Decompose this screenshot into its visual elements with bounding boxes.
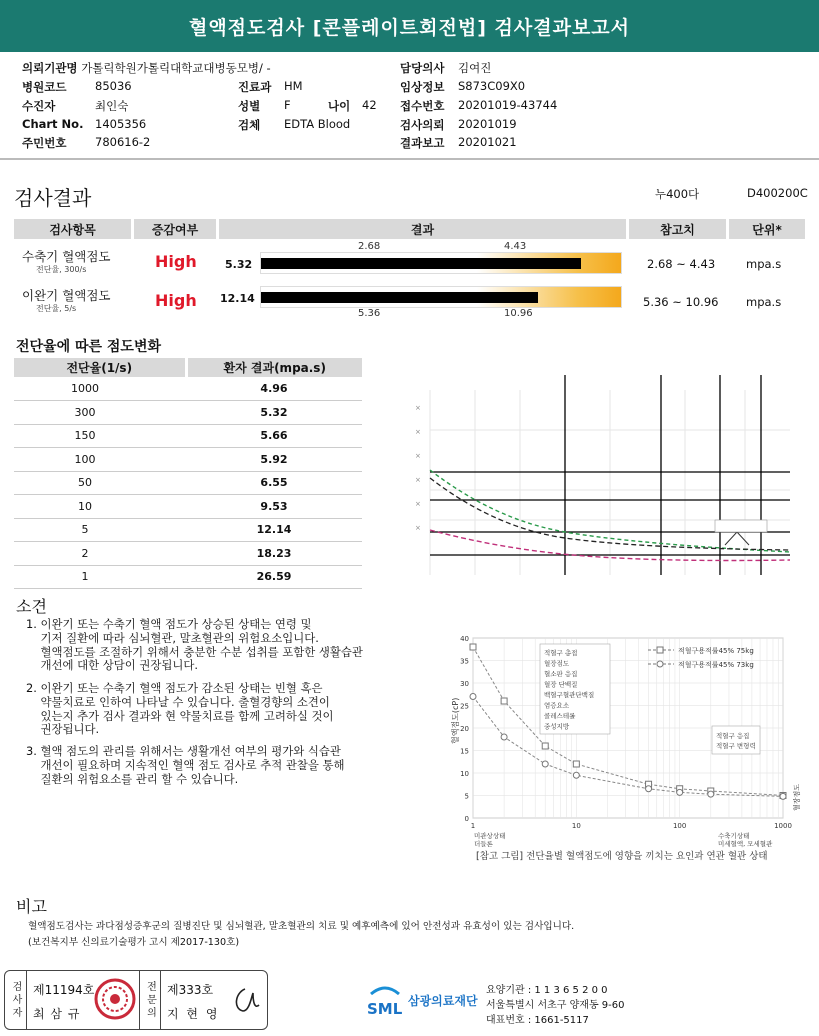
opinion-item-1: 1. 이완기 또는 수축기 혈액 점도가 상승된 상태는 연령 및 기저 질환에 따라 심뇌혈관, 말초혈관의 위험요소입니다. 혈액점도를 조절하기 위해서 충분한 수분 섭취를 포함한 생활습관 개선에 대한 상담이 권장됩니다.	[26, 617, 363, 673]
y-tick-label: 40	[460, 635, 469, 643]
examiner-name: 최 삼 규	[33, 1007, 81, 1021]
y-tick-label: 30	[460, 680, 469, 688]
note-title: 비고	[16, 897, 47, 916]
specimen-value: EDTA Blood	[284, 117, 351, 131]
shear-rate-cell: 50	[14, 471, 186, 495]
col-item: 검사항목	[14, 219, 131, 239]
ref-yticks	[460, 635, 469, 823]
rrn-value: 780616-2	[95, 135, 151, 149]
hospital-code-value: 85036	[95, 79, 132, 93]
svg-text:×: ×	[415, 428, 421, 436]
col-ref: 참고치	[629, 219, 726, 239]
request-label-text: 검사의뢰	[400, 118, 445, 132]
shear-row	[14, 401, 362, 425]
reportdate-label	[400, 135, 444, 151]
shear-row	[14, 495, 362, 519]
flag-high: High	[155, 291, 197, 310]
result-value: 5.32	[225, 258, 253, 271]
sml-logo-text: SML	[367, 1000, 403, 1018]
clinical-label-text: 임상정보	[400, 80, 445, 94]
rrn-label-text: 주민번호	[22, 136, 67, 150]
x-tick-label: 100	[672, 822, 687, 830]
legend-marker-circle	[657, 661, 663, 667]
opinion-item-3: 3. 혈액 점도의 관리를 위해서는 생활개선 여부의 평가와 식습관 개선이 필요하며 지속적인 혈액 점도 검사로 추적 관찰을 통해 질환의 위험요소를 관리 할 수 있습니다.	[26, 744, 345, 786]
factor-label: 혈소판 응집	[544, 670, 578, 678]
xlabel-right	[718, 831, 773, 848]
deform-label-2: 적혈구 변형력	[716, 742, 756, 750]
institution-value: 가톨릭학원가톨릭대학교대병동모병/ -	[81, 61, 271, 75]
xlabel-left	[474, 831, 507, 848]
col-change: 증감여부	[134, 219, 216, 239]
results-title: 검사결과	[14, 186, 92, 210]
result-bar	[261, 258, 581, 269]
dept-label	[238, 79, 271, 95]
flag-high: High	[155, 252, 197, 271]
ref-caption: [참고 그림] 전단율별 혈액점도에 영향을 끼치는 요인과 연관 혈관 상태	[476, 851, 768, 862]
series-2-point	[501, 734, 507, 740]
svg-text:×: ×	[415, 452, 421, 460]
deform-label-1: 적혈구 응집	[716, 732, 750, 740]
result-row-diastolic	[22, 289, 111, 314]
shear-rate-cell: 1	[14, 565, 186, 589]
doctor-label	[400, 60, 444, 76]
series-2-point	[708, 791, 714, 797]
series-2-point	[573, 772, 579, 778]
test-sub: 전단율, 300/s	[36, 264, 87, 274]
rrn-label	[22, 135, 66, 151]
receipt-label	[400, 98, 444, 114]
results-code2: D400200C	[747, 186, 808, 200]
age-label-text: 나이	[328, 99, 351, 113]
specialist-number: 제333호	[167, 983, 214, 997]
specimen-label	[238, 117, 260, 133]
ref-range: 2.68 ~ 4.43	[647, 257, 716, 271]
viscosity-cell: 5.66	[186, 424, 362, 448]
x-tick-label: 1000	[774, 822, 792, 830]
viscosity-cell: 26.59	[186, 565, 362, 589]
legend-label-1: 적혈구용적률45% 75kg	[678, 647, 754, 655]
shear-rate-cell: 2	[14, 542, 186, 566]
viscosity-cell: 4.96	[186, 377, 362, 401]
chart-value: 1405356	[95, 117, 147, 131]
y-tick-label: 25	[460, 702, 469, 711]
sml-logo-icon	[365, 984, 405, 1018]
examiner-number: 제11194호	[33, 983, 95, 997]
institution-row	[22, 60, 271, 76]
specimen-label-text: 검체	[238, 118, 261, 132]
chart-label	[22, 117, 83, 131]
ref-high-tick: 10.96	[504, 308, 533, 319]
scan-bg	[385, 370, 805, 582]
shear-rate-cell: 5	[14, 518, 186, 542]
examiner-seal-icon	[93, 977, 137, 1021]
shear-rate-cell: 10	[14, 495, 186, 519]
shear-row	[14, 471, 362, 495]
svg-text:×: ×	[415, 500, 421, 508]
result-bar-track	[260, 286, 622, 308]
y-tick-label: 35	[460, 657, 469, 666]
svg-text:×: ×	[415, 476, 421, 484]
result-value: 12.14	[220, 292, 255, 305]
legend-label-2: 적혈구용적률45% 73kg	[678, 661, 754, 669]
dept-label-text: 진료과	[238, 80, 272, 94]
shear-rate-cell: 100	[14, 448, 186, 472]
doctor-value: 김여진	[458, 61, 492, 75]
shear-row	[14, 518, 362, 542]
y-tick-label: 15	[460, 747, 469, 756]
org-address: 서울특별시 서초구 양재동 9-60	[486, 1000, 625, 1011]
test-sub: 전단율, 5/s	[36, 303, 77, 313]
col-result: 결과	[219, 219, 626, 239]
unit: mpa.s	[746, 257, 782, 271]
ref-factor-box	[540, 644, 610, 734]
header-divider	[0, 158, 819, 160]
viscosity-scan-chart	[385, 370, 805, 582]
factor-label: 중성지방	[544, 722, 570, 731]
age-value: 42	[362, 98, 377, 112]
ref-low-tick: 5.36	[358, 308, 381, 319]
opinion-title: 소견	[16, 597, 47, 616]
report-title: 혈액점도검사 [콘플레이트회전법] 검사결과보고서	[0, 0, 819, 52]
shear-table	[14, 358, 362, 589]
result-row-systolic	[22, 250, 111, 275]
doctor-label-text: 담당의사	[400, 61, 445, 75]
series-1-point	[542, 743, 548, 749]
xlabel-left-line1: 미관상상태	[474, 832, 506, 840]
receipt-value: 20201019-43744	[458, 98, 558, 112]
note-text-1: 혈액점도검사는 과다점성증후군의 질병진단 및 심뇌혈관, 말초혈관의 치료 및 예후예측에 있어 안전성과 유효성이 있는 검사입니다.	[28, 921, 575, 932]
hospital-code-row	[22, 79, 66, 95]
viscosity-cell: 5.92	[186, 448, 362, 472]
xlabel-right-line2: 미세혈액, 모세혈관	[718, 840, 773, 848]
viscosity-cell: 12.14	[186, 518, 362, 542]
viscosity-cell: 9.53	[186, 495, 362, 519]
shear-rate-cell: 300	[14, 401, 186, 425]
specialist-label: 전문의	[139, 971, 161, 1029]
note-text-2: (보건복지부 신의료기술평가 고시 제2017-130호)	[28, 937, 240, 948]
ref-right-label: 혈장점도	[793, 783, 801, 811]
shear-rate-cell: 1000	[14, 377, 186, 401]
shear-row	[14, 448, 362, 472]
examinee-label	[22, 98, 55, 114]
request-value: 20201019	[458, 117, 517, 131]
shear-row	[14, 424, 362, 448]
request-label	[400, 117, 444, 133]
scan-label-box	[715, 520, 767, 532]
series-2-point	[542, 761, 548, 767]
shear-title: 전단율에 따른 점도변화	[16, 339, 161, 355]
x-tick-label: 10	[571, 822, 581, 830]
signature-icon	[229, 983, 265, 1017]
sex-value: F	[284, 98, 291, 112]
specialist-name: 지 현 영	[167, 1007, 220, 1021]
factor-label: 적혈구 총접	[544, 649, 578, 657]
shear-table-body	[14, 377, 362, 589]
viscosity-cell: 18.23	[186, 542, 362, 566]
viscosity-cell: 6.55	[186, 471, 362, 495]
shear-row	[14, 542, 362, 566]
org-phone: 대표번호 : 1661-5117	[486, 1015, 589, 1026]
viscosity-cell: 5.32	[186, 401, 362, 425]
test-name: 이완기 혈액점도	[22, 288, 111, 303]
series-1-point	[470, 644, 476, 650]
shear-rate-cell: 150	[14, 424, 186, 448]
institution-label: 의뢰기관명	[22, 61, 78, 75]
ref-high-tick: 4.43	[504, 241, 527, 252]
sex-label	[238, 98, 260, 114]
reference-chart	[448, 626, 810, 866]
col-unit: 단위*	[729, 219, 805, 239]
shear-col2: 환자 결과(mpa.s)	[186, 358, 362, 377]
series-1-point	[573, 761, 579, 767]
reportdate-label-text: 결과보고	[400, 136, 445, 150]
svg-text:×: ×	[415, 404, 421, 412]
result-bar-track	[260, 252, 622, 274]
ref-range: 5.36 ~ 10.96	[643, 295, 719, 309]
series-2-point	[646, 786, 652, 792]
examinee-value: 최인숙	[95, 99, 129, 113]
shear-row	[14, 565, 362, 589]
opinion-item-2: 2. 이완기 또는 수축기 혈액 점도가 감소된 상태는 빈혈 혹은 약물치료로 인하여 나타날 수 있습니다. 출혈경향의 소견이 있는지 추가 검사 결과와 현 약물치료를 함께 고려하실 것이 권장됩니다.	[26, 681, 334, 737]
series-2-point	[677, 789, 683, 795]
y-tick-label: 10	[460, 770, 469, 778]
age-label	[328, 98, 350, 114]
factor-label: 백혈구혈관단백질	[544, 691, 595, 699]
hospital-code-label: 병원코드	[22, 80, 67, 94]
factor-label: 콜레스테롤	[544, 712, 576, 720]
chart-label-text: Chart No.	[22, 117, 84, 131]
factor-label: 혈장 단백질	[544, 680, 578, 689]
sex-label-text: 성별	[238, 99, 261, 113]
signature-box	[4, 970, 268, 1030]
factor-label: 염증요소	[544, 701, 570, 710]
factor-label: 혈장점도	[544, 659, 570, 668]
ref-xticks	[471, 822, 792, 830]
series-2-point	[470, 694, 476, 700]
clinical-label	[400, 79, 444, 95]
xlabel-right-line1: 수축기상태	[718, 832, 750, 840]
series-1-point	[501, 698, 507, 704]
org-code: 요양기관 : 1 1 3 6 5 2 0 0	[486, 985, 608, 996]
ref-low-tick: 2.68	[358, 241, 381, 252]
result-bar	[261, 292, 538, 303]
results-code1: 누400다	[655, 187, 700, 201]
ref-ylabel: 혈액점도(cP)	[451, 697, 460, 744]
y-tick-label: 20	[460, 725, 469, 733]
unit: mpa.s	[746, 295, 782, 309]
shear-col1: 전단율(1/s)	[14, 358, 186, 377]
dept-value: HM	[284, 79, 303, 93]
y-tick-label: 5	[464, 792, 469, 801]
x-tick-label: 1	[470, 822, 476, 830]
series-2-point	[780, 793, 786, 799]
examinee-label-text: 수진자	[22, 99, 56, 113]
y-tick-label: 0	[464, 815, 469, 823]
receipt-label-text: 접수번호	[400, 99, 445, 113]
reportdate-value: 20201021	[458, 135, 517, 149]
shear-row	[14, 377, 362, 401]
xlabel-left-line2: 더들론	[474, 840, 493, 848]
legend-marker-square	[657, 647, 663, 653]
clinical-value: S873C09X0	[458, 79, 526, 93]
examiner-label: 검사자	[5, 971, 27, 1029]
svg-text:×: ×	[415, 524, 421, 532]
org-name: 삼광의료재단	[408, 994, 478, 1008]
test-name: 수축기 혈액점도	[22, 249, 111, 264]
